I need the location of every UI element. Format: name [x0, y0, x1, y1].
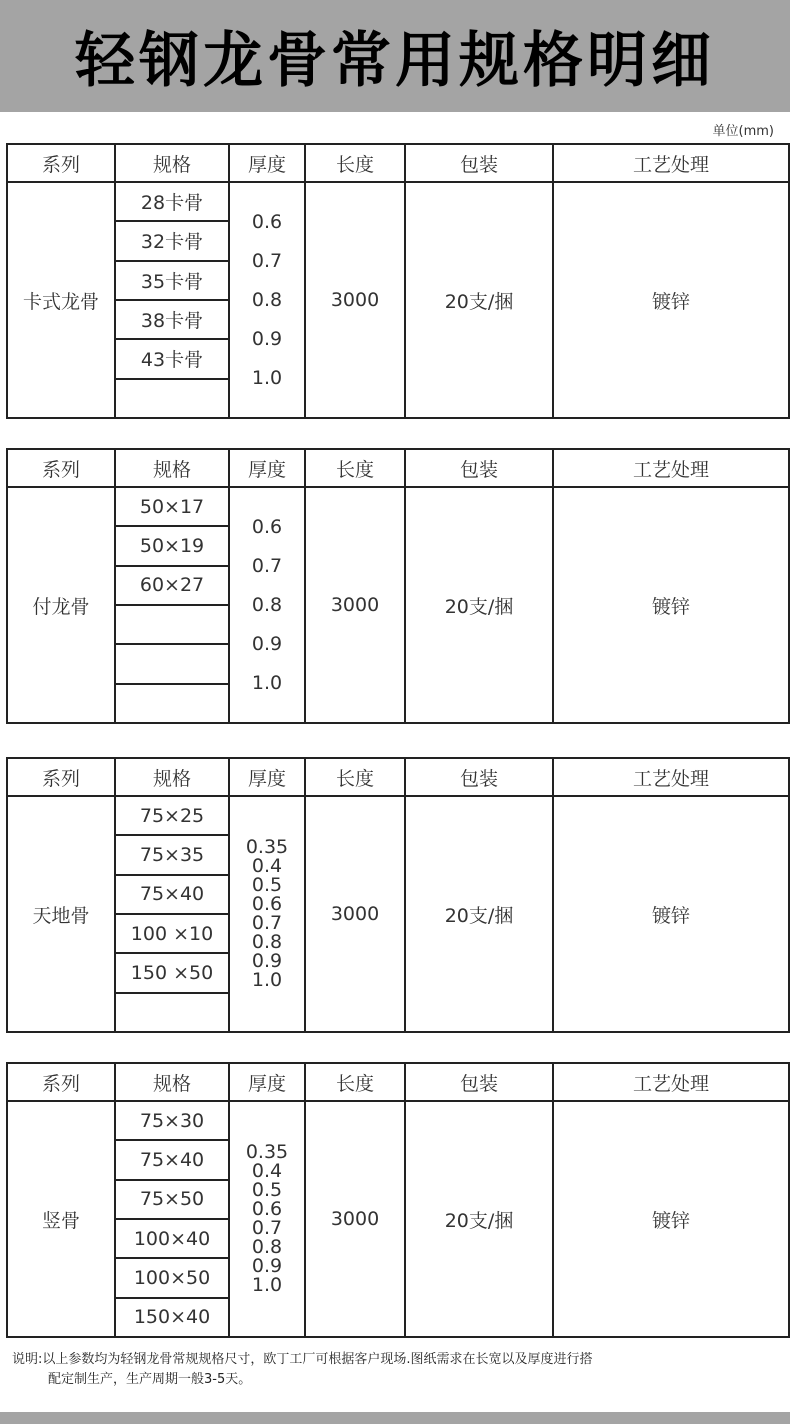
spec-item: 75×30 [116, 1102, 228, 1141]
spec-item [116, 606, 228, 645]
spec-item: 38卡骨 [116, 301, 228, 340]
length-value: 3000 [305, 182, 405, 418]
header-process: 工艺处理 [553, 758, 789, 796]
thickness-value: 0.35 [245, 836, 289, 858]
header-process: 工艺处理 [553, 1063, 789, 1101]
spec-item: 50×19 [116, 527, 228, 566]
spec-table [6, 448, 790, 724]
spec-item [116, 685, 228, 722]
header-spec: 规格 [115, 1063, 229, 1101]
spec-item: 32卡骨 [116, 222, 228, 261]
header-packing: 包装 [405, 144, 553, 182]
series-name: 天地骨 [7, 796, 115, 1032]
thickness-value: 0.7 [251, 1217, 283, 1239]
thickness-value: 1.0 [251, 671, 283, 694]
spec-item: 28卡骨 [116, 183, 228, 222]
thickness-value: 0.9 [251, 950, 283, 972]
thickness-list [230, 203, 304, 398]
thickness-value: 0.9 [251, 1255, 283, 1277]
thickness-value: 0.7 [251, 554, 283, 577]
thickness-value: 0.4 [251, 855, 283, 877]
header-length: 长度 [305, 1063, 405, 1101]
header-thickness: 厚度 [229, 758, 305, 796]
thickness-value: 0.6 [251, 1198, 283, 1220]
spec-list [116, 797, 228, 1031]
header-series: 系列 [7, 758, 115, 796]
spec-item [116, 994, 228, 1031]
thickness-value: 0.7 [251, 249, 283, 272]
page-title: 轻钢龙骨常用规格明细 [75, 26, 715, 96]
title-banner [0, 0, 790, 112]
thickness-value: 0.6 [251, 515, 283, 538]
thickness-value: 1.0 [251, 1274, 283, 1296]
thickness-value: 0.8 [251, 593, 283, 616]
spec-item: 75×25 [116, 797, 228, 836]
thickness-value: 0.5 [251, 874, 283, 896]
spec-item [116, 645, 228, 684]
spec-table [6, 1062, 790, 1338]
spec-item: 75×40 [116, 876, 228, 915]
unit-label: 单位(mm) [712, 124, 774, 139]
thickness-value: 1.0 [251, 366, 283, 389]
thickness-value: 0.35 [245, 1141, 289, 1163]
spec-item: 50×17 [116, 488, 228, 527]
length-value: 3000 [305, 796, 405, 1032]
header-packing: 包装 [405, 758, 553, 796]
header-process: 工艺处理 [553, 449, 789, 487]
spec-item: 100 ×10 [116, 915, 228, 954]
header-length: 长度 [305, 449, 405, 487]
header-series: 系列 [7, 1063, 115, 1101]
spec-item: 150 ×50 [116, 954, 228, 993]
spec-table [6, 143, 790, 419]
spec-item [116, 380, 228, 417]
thickness-value: 0.5 [251, 1179, 283, 1201]
series-name: 卡式龙骨 [7, 182, 115, 418]
thickness-value: 0.8 [251, 288, 283, 311]
process-value: 镀锌 [553, 796, 789, 1032]
thickness-value: 0.8 [251, 1236, 283, 1258]
thickness-value: 0.9 [251, 327, 283, 350]
process-value: 镀锌 [553, 1101, 789, 1337]
header-process: 工艺处理 [553, 144, 789, 182]
length-value: 3000 [305, 487, 405, 723]
thickness-list [230, 838, 304, 990]
header-thickness: 厚度 [229, 449, 305, 487]
header-series: 系列 [7, 144, 115, 182]
packing-value: 20支/捆 [405, 1101, 553, 1337]
thickness-value: 0.4 [251, 1160, 283, 1182]
thickness-value: 0.7 [251, 912, 283, 934]
header-length: 长度 [305, 758, 405, 796]
thickness-value: 0.9 [251, 632, 283, 655]
packing-value: 20支/捆 [405, 796, 553, 1032]
header-packing: 包装 [405, 449, 553, 487]
spec-table [6, 757, 790, 1033]
spec-item: 35卡骨 [116, 262, 228, 301]
length-value: 3000 [305, 1101, 405, 1337]
series-name: 竖骨 [7, 1101, 115, 1337]
spec-item: 75×50 [116, 1181, 228, 1220]
packing-value: 20支/捆 [405, 182, 553, 418]
header-packing: 包装 [405, 1063, 553, 1101]
spec-item: 43卡骨 [116, 340, 228, 379]
series-name: 付龙骨 [7, 487, 115, 723]
spec-item: 150×40 [133, 1306, 211, 1329]
process-value: 镀锌 [553, 487, 789, 723]
packing-value: 20支/捆 [405, 487, 553, 723]
thickness-value: 1.0 [251, 969, 283, 991]
note-line-1: 说明:以上参数均为轻钢龙骨常规规格尺寸，欧丁工厂可根据客户现场.图纸需求在长宽以及厚度进行搭 [12, 1352, 593, 1367]
thickness-value: 0.6 [251, 893, 283, 915]
header-thickness: 厚度 [229, 144, 305, 182]
spec-list [116, 488, 228, 722]
spec-list [116, 1102, 228, 1336]
spec-list [116, 183, 228, 417]
spec-item: 100×40 [116, 1220, 228, 1259]
header-length: 长度 [305, 144, 405, 182]
spec-item: 75×35 [116, 836, 228, 875]
header-spec: 规格 [115, 449, 229, 487]
thickness-value: 0.8 [251, 931, 283, 953]
thickness-list [230, 508, 304, 703]
footer-bar [0, 1412, 790, 1424]
spec-item: 100×50 [116, 1259, 228, 1298]
note-line-2: 配定制生产，生产周期一般3-5天。 [48, 1372, 252, 1387]
thickness-value: 0.6 [251, 210, 283, 233]
spec-item: 60×27 [116, 567, 228, 606]
header-thickness: 厚度 [229, 1063, 305, 1101]
note [12, 1350, 782, 1390]
thickness-list [230, 1143, 304, 1295]
process-value: 镀锌 [553, 182, 789, 418]
header-spec: 规格 [115, 144, 229, 182]
header-series: 系列 [7, 449, 115, 487]
spec-item: 75×40 [116, 1141, 228, 1180]
header-spec: 规格 [115, 758, 229, 796]
